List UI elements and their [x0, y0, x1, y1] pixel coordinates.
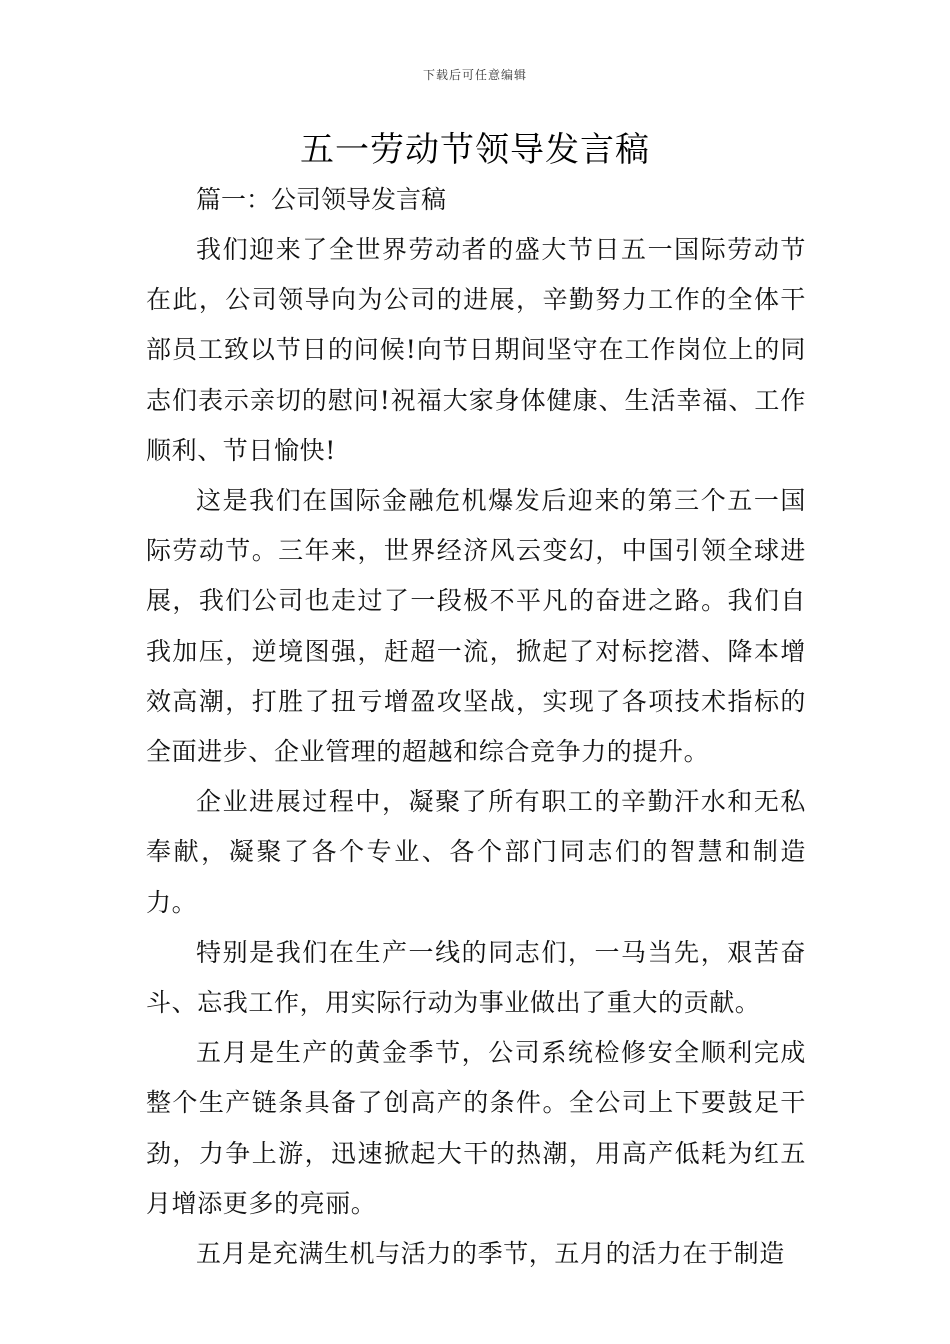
paragraph-2: 这是我们在国际金融危机爆发后迎来的第三个五一国际劳动节。三年来，世界经济风云变幻，中国引领全球进展，我们公司也走过了一段极不平凡的奋进之路。我们自我加压，逆境图强，赶超一流，掀起了对标挖潜、降本增效高潮，打胜了扭亏增盈攻坚战，实现了各项技术指标的全面进步、企业管理的超越和综合竞争力的提升。	[146, 486, 806, 767]
document-body	[146, 225, 806, 1279]
paragraph-3: 企业进展过程中，凝聚了所有职工的辛勤汗水和无私奉献，凝聚了各个专业、各个部门同志们的智慧和制造力。	[146, 787, 806, 917]
paragraph-4: 特别是我们在生产一线的同志们，一马当先，艰苦奋斗、忘我工作，用实际行动为事业做出了重大的贡献。	[146, 937, 806, 1018]
paragraph-6: 五月是充满生机与活力的季节，五月的活力在于制造	[196, 1239, 785, 1269]
paragraph-5: 五月是生产的黄金季节，公司系统检修安全顺利完成整个生产链条具备了创高产的条件。全公司上下要鼓足干劲，力争上游，迅速掀起大干的热潮，用高产低耗为红五月增添更多的亮丽。	[146, 1038, 806, 1218]
paragraph-1: 我们迎来了全世界劳动者的盛大节日五一国际劳动节在此，公司领导向为公司的进展，辛勤努力工作的全体干部员工致以节日的问候!向节日期间坚守在工作岗位上的同志们表示亲切的慰问!祝福大家身体健康、生活幸福、工作顺利、节日愉快!	[146, 235, 806, 465]
section-subtitle: 篇一：公司领导发言稿	[196, 185, 447, 214]
page-title: 五一劳动节领导发言稿	[300, 130, 650, 170]
header-note: 下载后可任意编辑	[422, 68, 527, 82]
